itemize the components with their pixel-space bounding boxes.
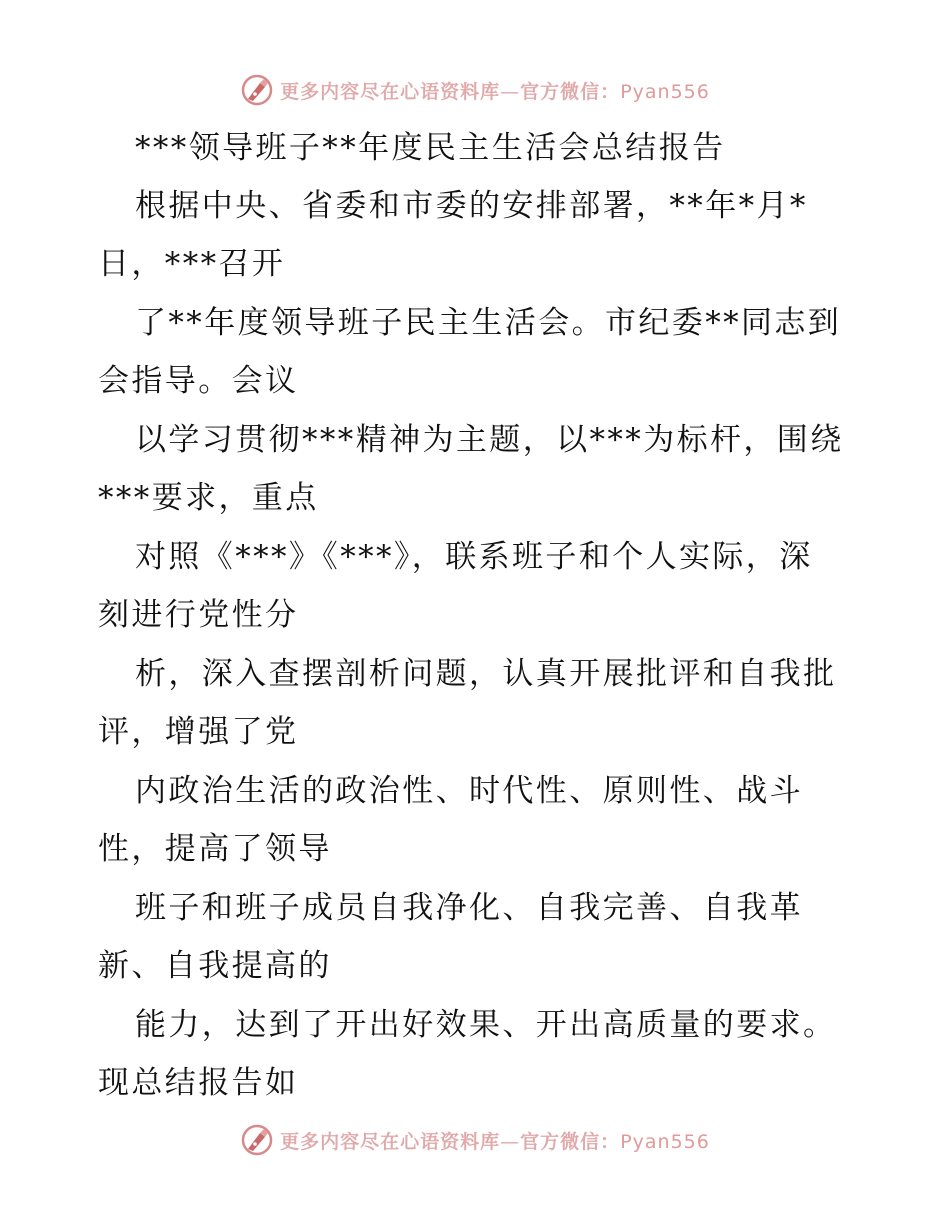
text-line: 刻进行党性分 (98, 597, 299, 633)
text-line: 现总结报告如 (98, 1065, 299, 1101)
text-line: ***要求，重点 (98, 480, 319, 516)
text-line: 根据中央、省委和市委的安排部署，**年*月* (135, 188, 808, 224)
text-line: 班子和班子成员自我净化、自我完善、自我革 (135, 890, 803, 926)
footer-watermark (0, 1120, 950, 1160)
pen-nib-circle-icon (240, 1123, 274, 1157)
text-line: 评，增强了党 (98, 714, 299, 750)
text-line: 能力，达到了开出好效果、开出高质量的要求。 (135, 1007, 837, 1043)
text-line: 对照《***》《***》，联系班子和个人实际，深 (135, 539, 813, 575)
text-line: 会指导。会议 (98, 363, 299, 399)
text-line: 内政治生活的政治性、时代性、原则性、战斗 (135, 773, 803, 809)
text-line: 性，提高了领导 (98, 831, 332, 867)
text-line: 新、自我提高的 (98, 948, 332, 984)
pen-nib-circle-icon (240, 73, 274, 107)
header-watermark (0, 70, 950, 110)
watermark-text: 更多内容尽在心语资料库—官方微信：Pyan556 (280, 1130, 710, 1153)
text-line: 日，***召开 (98, 246, 286, 282)
watermark-text: 更多内容尽在心语资料库—官方微信：Pyan556 (280, 80, 710, 103)
text-line: 析，深入查摆剖析问题，认真开展批评和自我批 (135, 656, 837, 692)
text-line: 了**年度领导班子民主生活会。市纪委**同志到 (135, 305, 842, 341)
text-line: 以学习贯彻***精神为主题，以***为标杆，围绕 (135, 422, 844, 458)
document-title: ***领导班子**年度民主生活会总结报告 (135, 130, 726, 166)
